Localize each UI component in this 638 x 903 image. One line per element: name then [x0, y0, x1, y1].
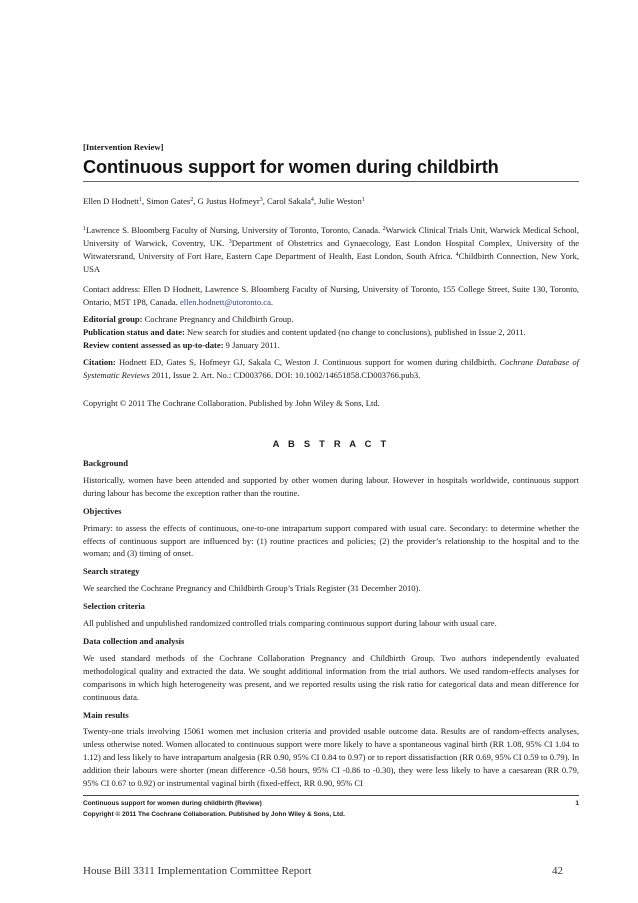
page-number: 1 — [575, 800, 579, 807]
author-list: Ellen D Hodnett$^1$, Simon Gates$^2$, G Justus Hofmeyr$^3$, Carol Sakala$^4$, Julie Weston$^1$ — [83, 196, 365, 206]
running-title: Continuous support for women during childbirth (Review) — [83, 800, 262, 807]
section-text: Primary: to assess the effects of continuous, one-to-one intrapartum support compared with usual care. Secondary: to determine whether the effects of continuous support are influenced by: (1) routine practices and policies; (2) the provider’s relationship to the hospital and to the woman; and (3) timing of onset. — [83, 522, 579, 559]
page-title: Continuous support for women during childbirth — [83, 157, 499, 177]
email-link[interactable]: ellen.hodnett@utoronto.ca — [179, 296, 271, 307]
slide-footer — [83, 865, 563, 877]
review-metadata — [83, 313, 579, 352]
author: Simon Gates$^2$ — [146, 196, 194, 206]
footer-divider — [83, 795, 579, 796]
running-footer — [83, 800, 579, 807]
section-text: Historically, women have been attended and supported by other women during labour. However in hospitals worldwide, continuous support during labour has become the exception rather than the routine. — [83, 474, 579, 498]
author: Julie Weston$^1$ — [318, 196, 365, 206]
author: Ellen D Hodnett$^1$ — [83, 196, 143, 206]
section-text: Twenty-one trials involving 15061 women met inclusion criteria and provided usable outcome data. Results are of random-effects analyses, unless otherwise noted. Women allocated to continuous support were more likely to have a spontaneous vaginal birth (RR 1.08, 95% CI 1.04 to 1.12) and less likely to have intrapartum analgesia (RR 0.90, 95% CI 0.84 to 0.97) or to report dissatisfaction (RR 0.69, 95% CI 0.59 to 0.79). In addition their labours were shorter (mean difference -0.58 hours, 95% CI -0.86 to -0.30), they were less likely to have a caesarean (RR 0.79, 95% CI 0.67 to 0.92) or instrumental vaginal birth (fixed-effect, RR 0.90, 95% CI — [83, 726, 579, 789]
slide-page-number: 42 — [552, 865, 563, 877]
review-type-label: [Intervention Review] — [83, 142, 164, 152]
affiliation: Lawrence S. Bloomberg Faculty of Nursing, University of Toronto, Toronto, Canada. — [86, 225, 381, 235]
section-heading: Objectives — [83, 505, 122, 516]
title-divider — [83, 181, 579, 182]
abstract-heading: A B S T R A C T — [272, 438, 390, 449]
section-heading: Search strategy — [83, 566, 140, 577]
affiliation: Department of Obstetrics and Gynaecology, East London Hospital Complex, University of the Witwatersrand, University of Fort Hare, Eastern Cape Department of Health, East London, South Africa. — [83, 237, 580, 261]
section-heading: Main results — [83, 709, 129, 720]
copyright-notice: Copyright © 2011 The Cochrane Collaboration. Published by John Wiley & Sons, Ltd. — [83, 398, 380, 408]
section-text: All published and unpublished randomized controlled trials comparing continuous support during labour with usual care. — [83, 618, 497, 629]
section-heading: Data collection and analysis — [83, 635, 185, 646]
affiliation: Childbirth Connection, New York, USA — [83, 250, 579, 274]
section-heading: Selection criteria — [83, 601, 145, 612]
affiliations: $^1$Lawrence S. Bloomberg Faculty of Nursing, University of Toronto, Toronto, Canada. $^2$Warwick Clinical Trials Unit, Warwick Medical School, University of Warwick, Coventry, UK. $^3$Department of Obstetrics and Gynaecology, East London Hospital Complex, University of the Witwatersrand, University of Fort Hare, Eastern Cape Department of Health, East London, South Africa. $^4$Childbirth Connection, New York, USA — [83, 225, 580, 274]
citation: Citation: Hodnett ED, Gates S, Hofmeyr GJ, Sakala C, Weston J. Continuous support for women during childbirth. Cochrane Database of Systematic Reviews 2011, Issue 2. Art. No.: CD003766. DOI: 10.1002/14651858.CD003766.pub3. — [83, 357, 580, 380]
abstract-body — [83, 457, 579, 789]
author: Carol Sakala$^4$ — [267, 196, 314, 206]
section-text: We searched the Cochrane Pregnancy and Childbirth Group’s Trials Register (31 December 2010). — [83, 583, 421, 594]
assessed-date: Review content assessed as up-to-date: 9 January 2011. — [83, 339, 280, 350]
editorial-group: Editorial group: Cochrane Pregnancy and Childbirth Group. — [83, 314, 294, 324]
contact-address: Contact address: Ellen D Hodnett, Lawrence S. Bloomberg Faculty of Nursing, University of Toronto, 155 College Street, Suite 130, Toronto, Ontario, M5T 1P8, Canada. ellen.hodnett@utoronto.ca. — [83, 284, 579, 307]
section-text: We used standard methods of the Cochrane Collaboration Pregnancy and Childbirth Group. Two authors independently evaluated methodological quality and extracted the data. We sought additional information from the trial authors. We used random-effects analyses for comparisons in which high heterogeneity was present, and we reported results using the risk ratio for categorical data and mean difference for continuous data. — [83, 652, 579, 702]
slide-footer-text: House Bill 3311 Implementation Committee Report — [83, 865, 312, 877]
author: G Justus Hofmeyr$^3$ — [197, 196, 263, 206]
publication-status: Publication status and date: New search for studies and content updated (no change to conclusions), published in Issue 2, 2011. — [83, 326, 526, 337]
affiliation: Warwick Clinical Trials Unit, Warwick Medical School, University of Warwick, Coventry, UK. — [83, 225, 579, 248]
section-heading: Background — [83, 458, 128, 468]
footer-copyright: Copyright © 2011 The Cochrane Collaboration. Published by John Wiley & Sons, Ltd. — [83, 811, 345, 818]
